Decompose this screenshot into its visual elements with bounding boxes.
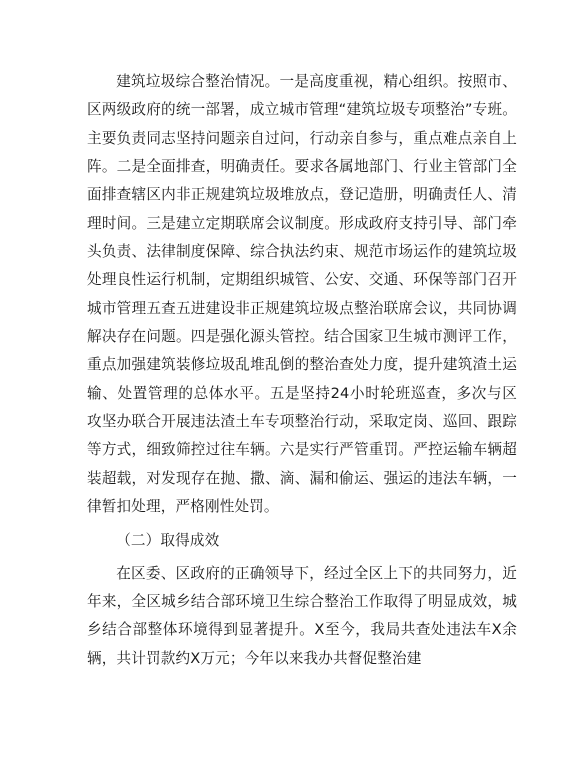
paragraph-construction-waste: 建筑垃圾综合整治情况。一是高度重视，精心组织。按照市、区两级政府的统一部署，成立城市管理“建筑垃圾专项整治”专班。主要负责同志坚持问题亲自过问，行动亲自参与，重点难点亲自上阵。二是全面排查，明确责任。要求各属地部门、行业主管部门全面排查辖区内非正规建筑垃圾堆放点，登记造册，明确责任人、清理时间。三是建立定期联席会议制度。形成政府支持引导、部门牵头负责、法律制度保障、综合执法约束、规范市场运作的建筑垃圾处理良性运行机制，定期组织城管、公安、交通、环保等部门召开城市管理五查五进建设非正规建筑垃圾点整治联席会议，共同协调解决存在问题。四是强化源头管控。结合国家卫生城市测评工作，重点加强建筑装修垃圾乱堆乱倒的整治查处力度，提升建筑渣土运输、处置管理的总体水平。五是坚持24小时轮班巡查，多次与区攻坚办联合开展违法渣土车专项整治行动，采取定岗、巡回、跟踪等方式，细致筛控过往车辆。六是实行严管重罚。严控运输车辆超装超载，对发现存在抛、撒、滴、漏和偷运、强运的违法车辆，一律暂扣处理，严格刚性处罚。 xyxy=(87,73,517,516)
section-heading-results: （二）取得成效 xyxy=(116,531,220,549)
document-body xyxy=(87,68,517,673)
paragraph-results: 在区委、区政府的正确领导下，经过全区上下的共同努力，近年来，全区城乡结合部环境卫生综合整治工作取得了明显成效，城乡结合部整体环境得到显著提升。X至今，我局共查处违法车X余辆，共计罚款约X万元；今年以来我办共督促整治建 xyxy=(87,564,517,667)
